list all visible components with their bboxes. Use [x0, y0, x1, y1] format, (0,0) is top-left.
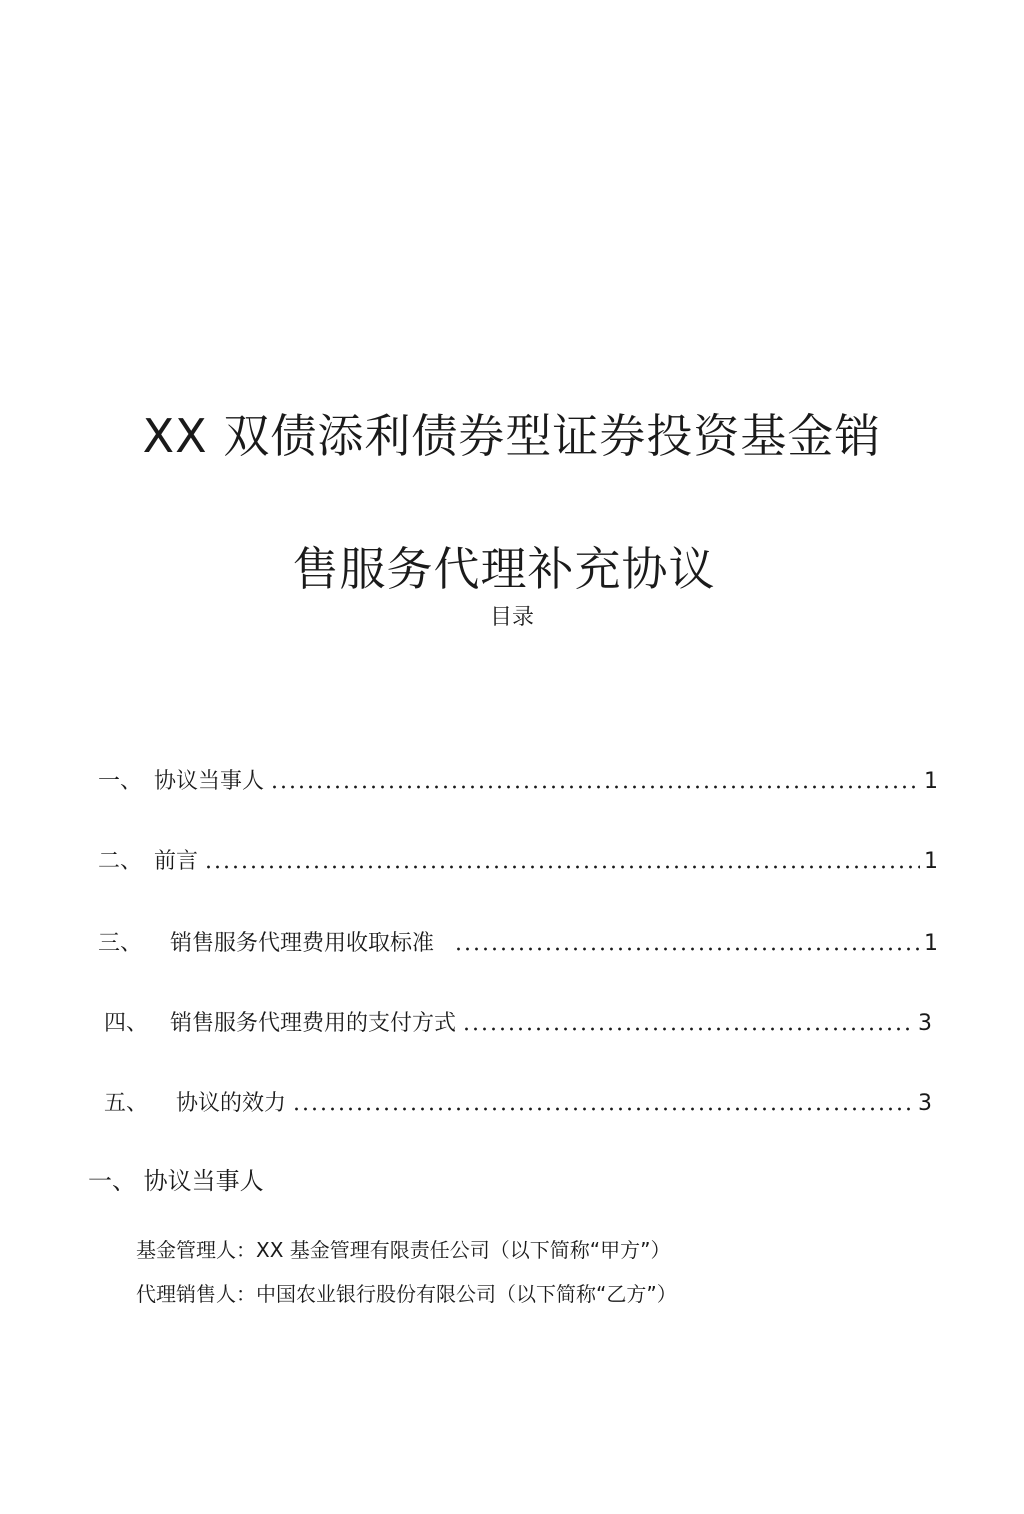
toc-page-number: 3 [918, 1011, 932, 1036]
toc-label: 目录 [489, 605, 534, 630]
toc-leader-dots [270, 783, 920, 791]
toc-page-number: 1 [924, 931, 938, 956]
toc-leader-dots [462, 1025, 914, 1033]
toc-item[interactable] [104, 1005, 932, 1039]
toc-item-number: 一、 [98, 769, 143, 794]
toc-item-number: 三、 [98, 931, 143, 956]
toc-item-number: 四、 [104, 1011, 149, 1036]
toc-page-number: 1 [924, 849, 938, 874]
toc-item-text: 前言 [154, 849, 199, 874]
page-title-line-1: XX 双债添利债券型证券投资基金销 [142, 409, 882, 463]
toc-page-number: 1 [924, 769, 938, 794]
toc-item[interactable] [104, 1085, 932, 1119]
toc-item-text: 协议的效力 [176, 1091, 287, 1116]
toc-leader-dots [204, 863, 920, 871]
toc-leader-dots [292, 1105, 914, 1113]
toc-leader-dots [454, 945, 920, 953]
toc-item-text: 销售服务代理费用的支付方式 [170, 1011, 457, 1036]
toc-page-number: 3 [918, 1091, 932, 1116]
toc-item-text: 销售服务代理费用收取标准 [170, 931, 435, 956]
sales-agent-line: 代理销售人：中国农业银行股份有限公司（以下简称“乙方”） [136, 1282, 677, 1306]
page-title-line-2: 售服务代理补充协议 [292, 542, 716, 596]
fund-manager-line: 基金管理人：XX 基金管理有限责任公司（以下简称“甲方”） [136, 1238, 671, 1262]
toc-item[interactable] [98, 925, 938, 959]
toc-item[interactable] [98, 843, 938, 877]
toc-item-text: 协议当事人 [154, 769, 265, 794]
toc-item-number: 五、 [104, 1091, 149, 1116]
toc-item-number: 二、 [98, 849, 143, 874]
toc-item[interactable] [98, 763, 938, 797]
section-heading-parties: 一、 协议当事人 [88, 1167, 264, 1195]
